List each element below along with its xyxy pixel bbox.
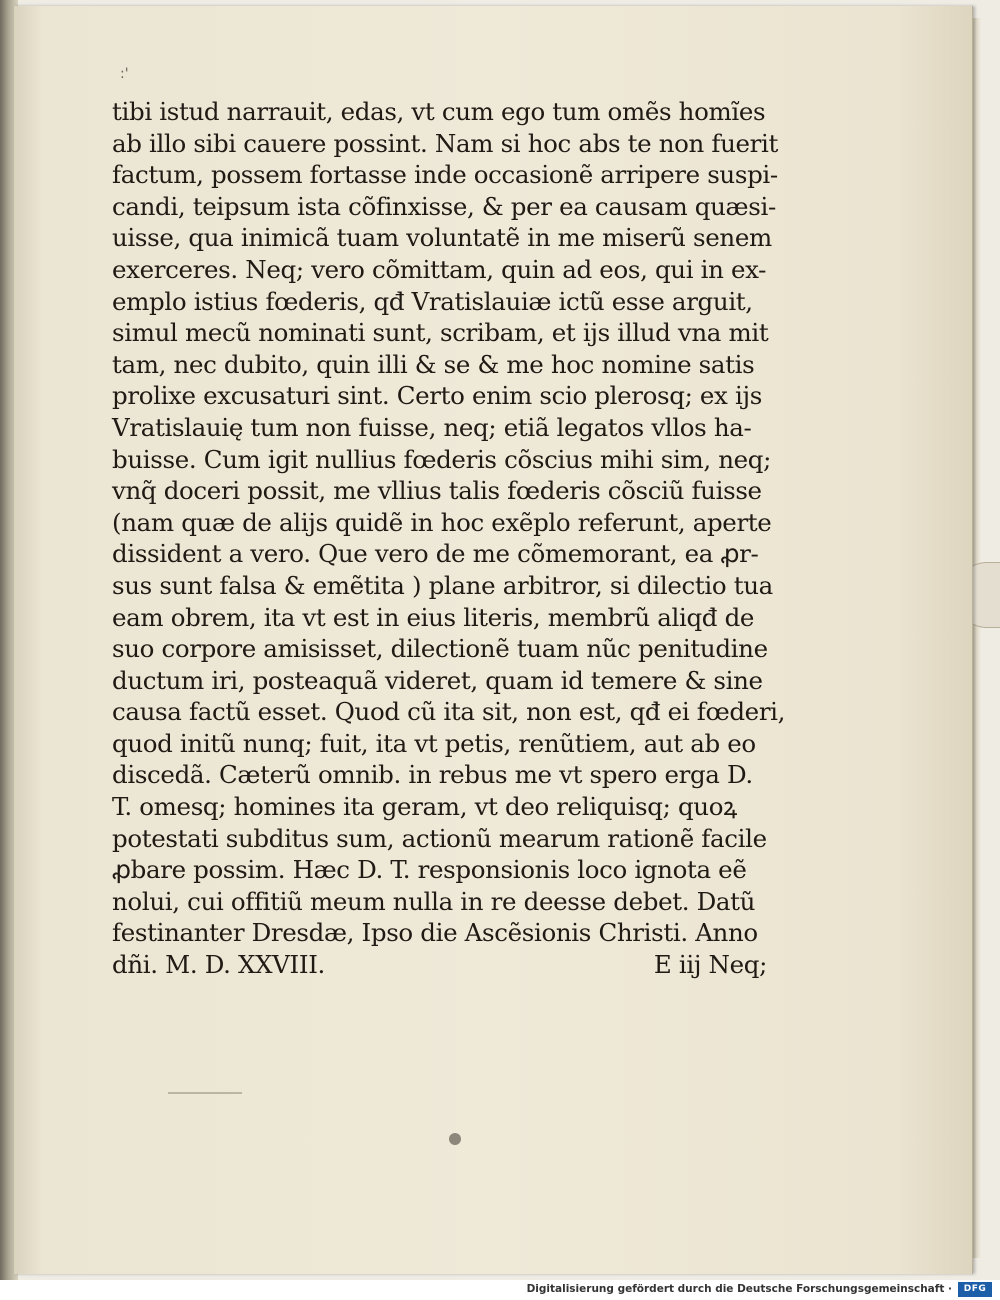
text-line: quod initũ nunq; fuit, ita vt petis, renũtiem, aut ab eo xyxy=(112,728,756,758)
text-line: suo corpore amisisset, dilectionẽ tuam nũc penitudine xyxy=(112,634,768,664)
text-line: candi, teipsum ista cõfinxisse, & per ea causam quæsi- xyxy=(112,191,776,221)
text-line: dissident a vero. Que vero de me cõmemorant, ea ꝓr- xyxy=(112,539,759,569)
text-line: Vratislauię tum non fuisse, neq; etiã legatos vllos ha- xyxy=(112,412,752,442)
pen-underline-mark xyxy=(168,1092,242,1094)
text-line: vnq̃ doceri possit, me vllius talis fœderis cõsciũ fuisse xyxy=(112,476,762,506)
text-line: causa factũ esset. Quod cũ ita sit, non est, qđ ei fœderi, xyxy=(112,697,786,727)
date-line: dñi. M. D. XXVIII. xyxy=(112,950,325,980)
text-line: eam obrem, ita vt est in eius literis, membrũ aliqđ de xyxy=(112,602,755,632)
text-line: potestati subditus sum, actionũ mearum rationẽ facile xyxy=(112,823,767,853)
dfg-logo: DFG xyxy=(958,1282,992,1297)
text-line-last xyxy=(112,949,767,981)
catchword: E iij Neq; xyxy=(653,950,767,980)
text-line: emplo istius fœderis, qđ Vratislauiæ ictũ esse arguit, xyxy=(112,286,753,316)
page-text-block xyxy=(112,96,792,981)
ink-spot xyxy=(449,1133,461,1145)
corner-mark: :' xyxy=(120,66,129,82)
text-line: sus sunt falsa & emẽtita ) plane arbitror, si dilectio tua xyxy=(112,570,773,600)
text-line: exerceres. Neq; vero cõmittam, quin ad eos, qui in ex- xyxy=(112,254,767,284)
text-line: ab illo sibi cauere possint. Nam si hoc abs te non fuerit xyxy=(112,128,779,158)
page-edge xyxy=(972,18,982,1258)
text-line: uisse, qua inimicã tuam voluntatẽ in me miserũ senem xyxy=(112,223,772,253)
text-line: ꝓbare possim. Hæc D. T. responsionis loco ignota eẽ xyxy=(112,855,747,885)
text-line: tibi istud narrauit, edas, vt cum ego tum omẽs homĩes xyxy=(112,97,766,126)
text-line: discedã. Cæterũ omnib. in rebus me vt spero erga D. xyxy=(112,760,753,790)
text-line: prolixe excusaturi sint. Certo enim scio plerosq; ex ijs xyxy=(112,381,762,411)
funding-credit: Digitalisierung gefördert durch die Deutsche Forschungsgemeinschaft · xyxy=(526,1283,952,1295)
text-line: (nam quæ de alijs quidẽ in hoc exẽplo referunt, aperte xyxy=(112,507,772,537)
text-line: simul mecũ nominati sunt, scribam, et ijs illud vna mit xyxy=(112,318,769,348)
text-line: factum, possem fortasse inde occasionẽ arripere suspi- xyxy=(112,160,778,190)
text-line: nolui, cui offitiũ meum nulla in re deesse debet. Datũ xyxy=(112,886,756,916)
text-line: buisse. Cum igit nullius fœderis cõscius mihi sim, neq; xyxy=(112,444,772,474)
footer-bar xyxy=(0,1280,1000,1300)
text-line: festinanter Dresdæ, Ipso die Ascẽsionis Christi. Anno xyxy=(112,918,758,948)
text-line: ductum iri, posteaquã videret, quam id temere & sine xyxy=(112,665,763,695)
text-line: T. omesq; homines ita geram, vt deo reliquisq; quoꝝ xyxy=(112,792,737,822)
text-line: tam, nec dubito, quin illi & se & me hoc nomine satis xyxy=(112,349,755,379)
